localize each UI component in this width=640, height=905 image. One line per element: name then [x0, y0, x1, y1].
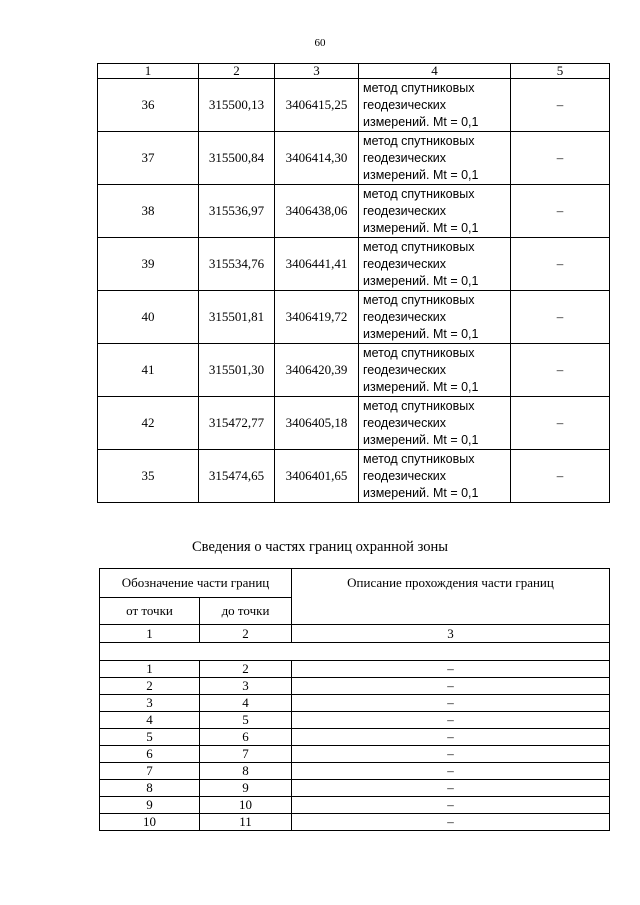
column-number: 1	[98, 64, 199, 79]
from-point: 2	[100, 678, 200, 695]
method-line: измерений. Mt = 0,1	[363, 167, 479, 182]
from-point: 6	[100, 746, 200, 763]
from-point: 4	[100, 712, 200, 729]
boundary-description: –	[292, 729, 610, 746]
x-coordinate: 315500,84	[199, 132, 275, 185]
to-point: 6	[200, 729, 292, 746]
method-description	[359, 450, 511, 503]
to-point: 5	[200, 712, 292, 729]
y-coordinate: 3406415,25	[275, 79, 359, 132]
method-line: измерений. Mt = 0,1	[363, 273, 479, 288]
method-line: метод спутниковых	[363, 80, 475, 95]
to-point: 10	[200, 797, 292, 814]
method-line: измерений. Mt = 0,1	[363, 432, 479, 447]
y-coordinate: 3406438,06	[275, 185, 359, 238]
method-description	[359, 79, 511, 132]
table-row	[100, 729, 610, 746]
from-point: 8	[100, 780, 200, 797]
point-number: 36	[98, 79, 199, 132]
note: –	[511, 397, 610, 450]
header-boundary-description: Описание прохождения части границ	[292, 569, 610, 625]
to-point: 7	[200, 746, 292, 763]
method-line: геодезических	[363, 97, 447, 112]
empty-row	[100, 643, 610, 661]
column-number: 5	[511, 64, 610, 79]
from-point: 7	[100, 763, 200, 780]
method-description	[359, 344, 511, 397]
note: –	[511, 238, 610, 291]
boundary-description: –	[292, 661, 610, 678]
from-point: 9	[100, 797, 200, 814]
header-from-point: от точки	[100, 598, 200, 625]
x-coordinate: 315534,76	[199, 238, 275, 291]
table-row	[100, 712, 610, 729]
table-row	[100, 661, 610, 678]
method-description	[359, 238, 511, 291]
method-line: геодезических	[363, 362, 447, 377]
boundary-description: –	[292, 780, 610, 797]
x-coordinate: 315536,97	[199, 185, 275, 238]
note: –	[511, 450, 610, 503]
y-coordinate: 3406441,41	[275, 238, 359, 291]
method-description	[359, 291, 511, 344]
note: –	[511, 344, 610, 397]
note: –	[511, 132, 610, 185]
y-coordinate: 3406405,18	[275, 397, 359, 450]
table-row	[98, 185, 610, 238]
header-to-point: до точки	[200, 598, 292, 625]
column-number: 4	[359, 64, 511, 79]
column-number: 1	[100, 625, 200, 643]
from-point: 3	[100, 695, 200, 712]
column-number: 2	[200, 625, 292, 643]
table-row	[98, 397, 610, 450]
table-row	[98, 132, 610, 185]
to-point: 11	[200, 814, 292, 831]
x-coordinate: 315474,65	[199, 450, 275, 503]
method-line: геодезических	[363, 203, 447, 218]
boundary-description: –	[292, 814, 610, 831]
method-line: измерений. Mt = 0,1	[363, 379, 479, 394]
method-description	[359, 185, 511, 238]
to-point: 2	[200, 661, 292, 678]
method-description	[359, 132, 511, 185]
point-number: 39	[98, 238, 199, 291]
point-number: 38	[98, 185, 199, 238]
boundary-parts-table	[99, 568, 610, 831]
note: –	[511, 291, 610, 344]
method-line: геодезических	[363, 256, 447, 271]
y-coordinate: 3406414,30	[275, 132, 359, 185]
method-line: метод спутниковых	[363, 292, 475, 307]
y-coordinate: 3406420,39	[275, 344, 359, 397]
section-title: Сведения о частях границ охранной зоны	[192, 539, 448, 555]
boundary-description: –	[292, 746, 610, 763]
table-row	[100, 695, 610, 712]
method-line: геодезических	[363, 150, 447, 165]
to-point: 9	[200, 780, 292, 797]
note: –	[511, 79, 610, 132]
y-coordinate: 3406419,72	[275, 291, 359, 344]
method-line: измерений. Mt = 0,1	[363, 485, 479, 500]
column-number: 3	[292, 625, 610, 643]
table-row	[100, 797, 610, 814]
table-row	[98, 450, 610, 503]
point-number: 35	[98, 450, 199, 503]
method-line: метод спутниковых	[363, 398, 475, 413]
boundary-description: –	[292, 695, 610, 712]
page-number: 60	[314, 37, 326, 49]
table-row	[98, 238, 610, 291]
method-line: измерений. Mt = 0,1	[363, 326, 479, 341]
table-row	[98, 291, 610, 344]
point-number: 42	[98, 397, 199, 450]
table-row	[98, 344, 610, 397]
coordinates-table	[97, 63, 610, 503]
table-row	[100, 678, 610, 695]
method-line: измерений. Mt = 0,1	[363, 114, 479, 129]
table-row	[100, 814, 610, 831]
table-row	[98, 79, 610, 132]
header-boundary-part-designation: Обозначение части границ	[100, 569, 292, 598]
boundary-description: –	[292, 797, 610, 814]
method-line: метод спутниковых	[363, 345, 475, 360]
point-number: 40	[98, 291, 199, 344]
method-line: геодезических	[363, 468, 447, 483]
from-point: 1	[100, 661, 200, 678]
note: –	[511, 185, 610, 238]
column-number: 3	[275, 64, 359, 79]
table-row	[100, 780, 610, 797]
boundary-description: –	[292, 678, 610, 695]
to-point: 8	[200, 763, 292, 780]
x-coordinate: 315501,30	[199, 344, 275, 397]
from-point: 5	[100, 729, 200, 746]
method-line: геодезических	[363, 415, 447, 430]
method-line: метод спутниковых	[363, 451, 475, 466]
x-coordinate: 315501,81	[199, 291, 275, 344]
table-row	[100, 746, 610, 763]
method-description	[359, 397, 511, 450]
to-point: 4	[200, 695, 292, 712]
column-number: 2	[199, 64, 275, 79]
boundary-description: –	[292, 763, 610, 780]
x-coordinate: 315472,77	[199, 397, 275, 450]
method-line: измерений. Mt = 0,1	[363, 220, 479, 235]
method-line: метод спутниковых	[363, 186, 475, 201]
table-row	[100, 763, 610, 780]
from-point: 10	[100, 814, 200, 831]
y-coordinate: 3406401,65	[275, 450, 359, 503]
boundary-description: –	[292, 712, 610, 729]
point-number: 41	[98, 344, 199, 397]
method-line: метод спутниковых	[363, 133, 475, 148]
x-coordinate: 315500,13	[199, 79, 275, 132]
method-line: геодезических	[363, 309, 447, 324]
to-point: 3	[200, 678, 292, 695]
method-line: метод спутниковых	[363, 239, 475, 254]
point-number: 37	[98, 132, 199, 185]
